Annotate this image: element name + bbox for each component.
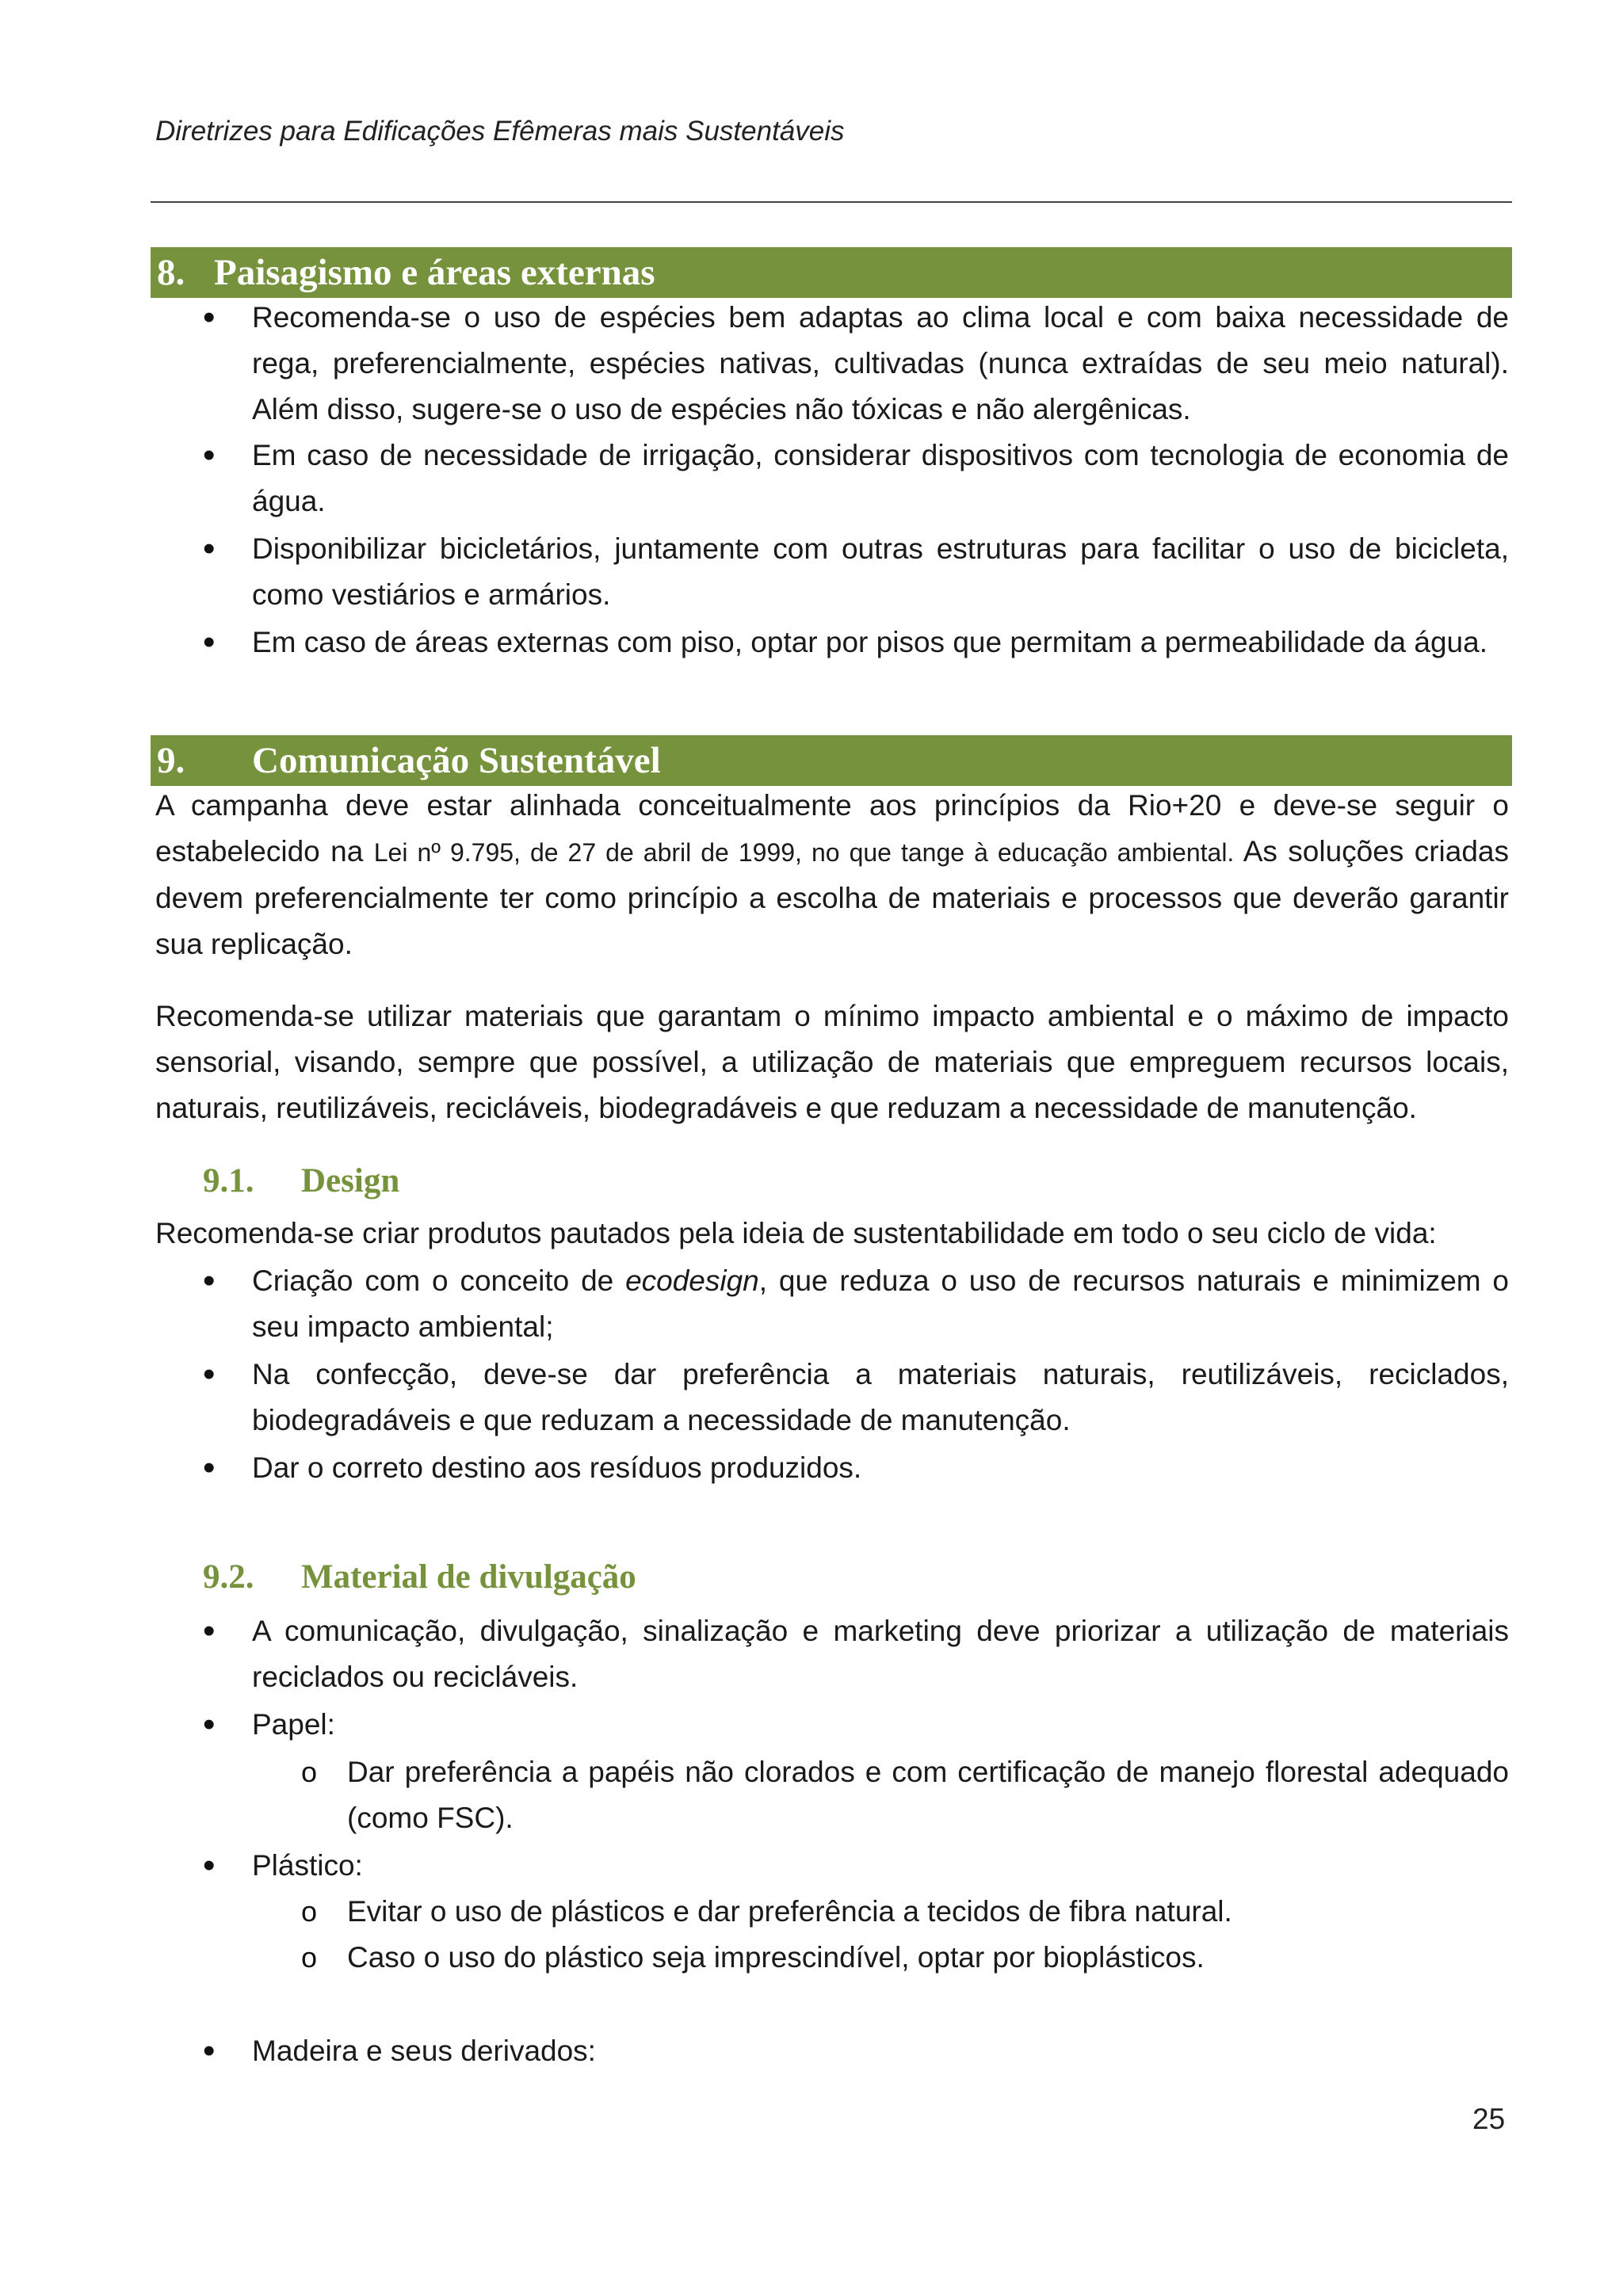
list-item: • Recomenda-se o uso de espécies bem adaptas ao clima local e com baixa necessidade de rega, preferencialmente, espécies nativas, cultivadas (nunca extraídas de seu meio natural). Além disso, sugere-se o uso de espécies não tóxicas e não alergênicas.	[252, 295, 1509, 433]
running-header: Diretrizes para Edificações Efêmeras mais Sustentáveis	[155, 116, 845, 147]
list-item: • Madeira e seus derivados:	[252, 2028, 1509, 2074]
emphasis-term: ecodesign	[625, 1264, 759, 1297]
section-number: 9.	[157, 740, 185, 781]
section-9-heading	[151, 735, 1512, 786]
section-number: 8.	[157, 252, 185, 293]
sub-list-item: o Dar preferência a papéis não clorados e com certificação de manejo florestal adequado (como FSC).	[347, 1749, 1509, 1841]
list-item: • Plástico:	[252, 1843, 1509, 1889]
list-item: • Papel:	[252, 1702, 1509, 1748]
list-item: • Disponibilizar bicicletários, juntamente com outras estruturas para facilitar o uso de bicicleta, como vestiários e armários.	[252, 526, 1509, 618]
sub-list-item: o Caso o uso do plástico seja imprescindível, optar por bioplásticos.	[347, 1935, 1509, 1981]
subsection-9-1-heading	[203, 1161, 399, 1200]
header-divider	[151, 201, 1512, 203]
subsection-9-2-heading	[203, 1558, 636, 1596]
subsection-title: Design	[301, 1162, 400, 1199]
law-reference: Lei nº 9.795, de 27 de abril de 1999, no que tange à educação ambiental.	[373, 838, 1235, 867]
list-item: • Na confecção, deve-se dar preferência a materiais naturais, reutilizáveis, reciclados, biodegradáveis e que reduzam a necessidade de manutenção.	[252, 1352, 1509, 1444]
subsection-number: 9.2.	[203, 1558, 254, 1596]
list-item	[252, 1258, 1509, 1350]
list-item-text: , que reduza o uso de recursos naturais e minimizem o seu impacto ambiental;	[252, 1264, 1509, 1343]
paragraph-text: As soluções criadas devem preferencialmente ter como princípio a escolha de materiais e processos que deverão garantir sua replicação.	[155, 835, 1509, 960]
subsection-number: 9.1.	[203, 1162, 254, 1199]
paragraph-text: A campanha deve estar alinhada conceitualmente aos princípios da Rio+20 e deve-se seguir o estabelecido na	[155, 789, 1509, 868]
section-8-heading	[151, 247, 1512, 298]
list-item-text: Criação com o conceito de	[252, 1264, 614, 1297]
section-title: Comunicação Sustentável	[252, 740, 661, 781]
list-item: • Dar o correto destino aos resíduos produzidos.	[252, 1445, 1509, 1491]
paragraph	[155, 783, 1509, 967]
list-item: • Em caso de necessidade de irrigação, considerar dispositivos com tecnologia de economia de água.	[252, 433, 1509, 524]
list-item: • A comunicação, divulgação, sinalização e marketing deve priorizar a utilização de materiais reciclados ou recicláveis.	[252, 1608, 1509, 1700]
sub-list-item: o Evitar o uso de plásticos e dar preferência a tecidos de fibra natural.	[347, 1889, 1509, 1935]
paragraph: Recomenda-se criar produtos pautados pela ideia de sustentabilidade em todo o seu ciclo de vida:	[155, 1217, 1437, 1249]
page-number: 25	[1472, 2103, 1506, 2135]
subsection-title: Material de divulgação	[301, 1558, 636, 1596]
section-title: Paisagismo e áreas externas	[214, 252, 655, 293]
paragraph: Recomenda-se utilizar materiais que garantam o mínimo impacto ambiental e o máximo de impacto sensorial, visando, sempre que possível, a utilização de materiais que empreguem recursos locais, naturais, reutilizáveis, recicláveis, biodegradáveis e que reduzam a necessidade de manutenção.	[155, 1000, 1509, 1124]
list-item: • Em caso de áreas externas com piso, optar por pisos que permitam a permeabilidade da água.	[252, 620, 1509, 666]
